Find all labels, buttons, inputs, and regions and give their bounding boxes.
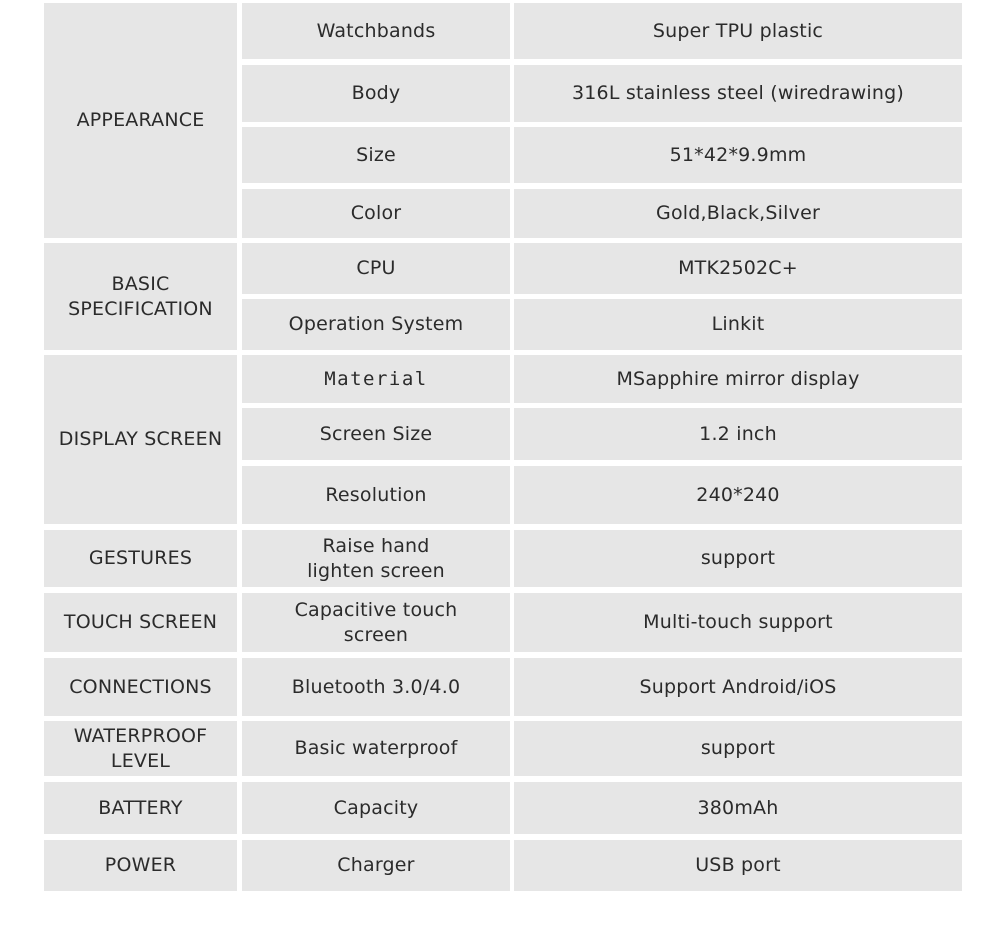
value-label: 1.2 inch [699, 422, 777, 445]
value-cell [514, 65, 962, 122]
value-cell [514, 299, 962, 350]
feature-label: Watchbands [316, 19, 436, 42]
value-label: Linkit [711, 313, 765, 335]
feature-cell [242, 189, 510, 238]
value-cell [514, 408, 962, 460]
feature-cell [242, 3, 510, 59]
value-label: Support Android/iOS [639, 675, 837, 698]
feature-cell [242, 243, 510, 294]
feature-label: Size [356, 143, 396, 166]
feature-cell [242, 355, 510, 403]
feature-cell [242, 466, 510, 524]
category-label: BATTERY [98, 796, 183, 819]
value-cell [514, 189, 962, 238]
value-cell [514, 721, 962, 776]
feature-cell [242, 840, 510, 891]
category-cell-appearance [44, 3, 237, 238]
value-cell [514, 243, 962, 294]
value-cell [514, 127, 962, 183]
feature-cell [242, 530, 510, 587]
category-cell-battery [44, 782, 237, 834]
value-label: Super TPU plastic [652, 19, 824, 42]
value-label: Gold,Black,Silver [656, 202, 820, 224]
feature-label: Charger [337, 854, 415, 876]
value-cell [514, 658, 962, 716]
category-cell-display-screen [44, 355, 237, 524]
value-cell [514, 782, 962, 834]
feature-cell [242, 127, 510, 183]
category-label: GESTURES [88, 547, 193, 569]
feature-label: Bluetooth 3.0/4.0 [291, 675, 461, 698]
feature-label: Operation System [288, 313, 464, 335]
value-label: 380mAh [697, 796, 779, 819]
category-label: POWER [104, 854, 177, 876]
value-label: 240*240 [696, 483, 780, 506]
value-cell [514, 355, 962, 403]
category-cell-connections [44, 658, 237, 716]
value-label: Multi-touch support [643, 611, 833, 633]
feature-label: Capacity [333, 796, 419, 819]
category-label: WATERPROOF LEVEL [73, 724, 208, 772]
value-label: MSapphire mirror display [616, 367, 860, 390]
feature-label: Screen Size [319, 422, 433, 445]
value-label: MTK2502C+ [678, 257, 798, 279]
value-cell [514, 466, 962, 524]
feature-cell [242, 65, 510, 122]
value-label: support [700, 737, 776, 759]
feature-cell [242, 593, 510, 652]
feature-label: Color [350, 202, 402, 224]
value-label: 51*42*9.9mm [669, 143, 807, 166]
category-label: DISPLAY SCREEN [58, 428, 223, 450]
feature-cell [242, 782, 510, 834]
value-cell [514, 840, 962, 891]
value-cell [514, 3, 962, 59]
feature-label: CPU [356, 257, 396, 279]
feature-label: Basic waterproof [294, 737, 458, 759]
category-cell-basic-specification [44, 243, 237, 350]
category-label: TOUCH SCREEN [63, 611, 218, 633]
feature-cell [242, 408, 510, 460]
category-label: BASIC SPECIFICATION [68, 272, 213, 320]
feature-cell [242, 299, 510, 350]
value-cell [514, 530, 962, 587]
feature-cell [242, 721, 510, 776]
value-label: USB port [695, 854, 781, 876]
category-cell-waterproof-level [44, 721, 237, 776]
category-cell-power [44, 840, 237, 891]
feature-label: Body [351, 82, 401, 104]
value-label: support [700, 547, 776, 569]
feature-label: Resolution [325, 483, 427, 506]
feature-label: Capacitive touch screen [294, 598, 458, 646]
category-label: CONNECTIONS [69, 675, 212, 698]
value-cell [514, 593, 962, 652]
value-label: 316L stainless steel (wiredrawing) [571, 82, 905, 104]
feature-label: Raise hand lighten screen [307, 534, 445, 582]
category-label: APPEARANCE [76, 109, 205, 131]
category-cell-gestures [44, 530, 237, 587]
feature-label: Material [324, 367, 428, 390]
feature-cell [242, 658, 510, 716]
category-cell-touch-screen [44, 593, 237, 652]
